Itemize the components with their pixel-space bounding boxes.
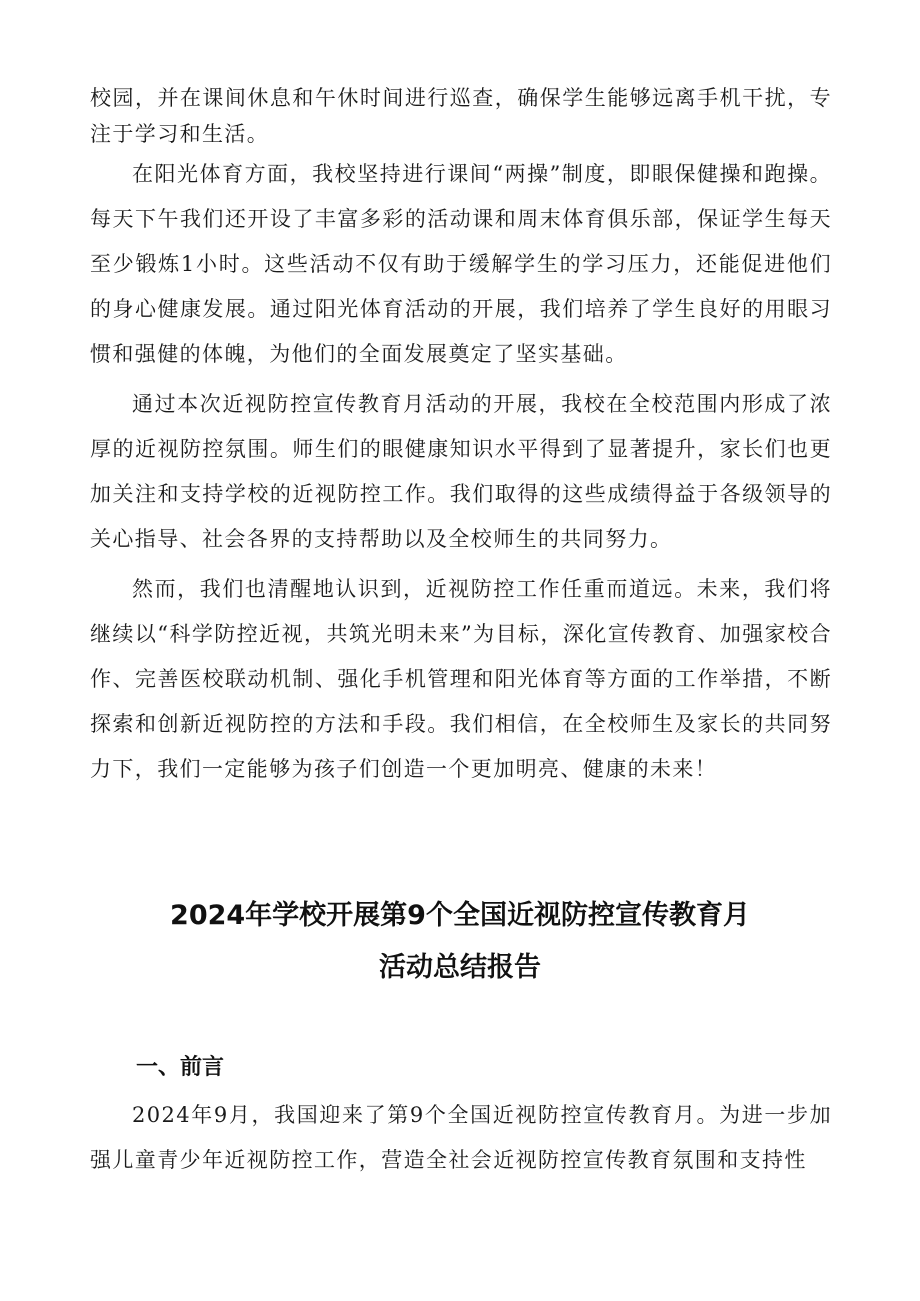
section-heading-preface: 一、前言 xyxy=(136,1055,225,1080)
report-title-line-2: 活动总结报告 xyxy=(379,952,541,983)
paragraph-activity-results: 通过本次近视防控宣传教育月活动的开展，我校在全校范围内形成了浓厚的近视防控氛围。师生们的眼健康知识水平得到了显著提升，家长们也更加关注和支持学校的近视防控工作。我们取得的这些成绩得益于各级领导的关心指导、社会各界的支持帮助以及全校师生的共同努力。 xyxy=(90,392,832,551)
paragraph-preface: 2024年9月，我国迎来了第9个全国近视防控宣传教育月。为进一步加强儿童青少年近视防控工作，营造全社会近视防控宣传教育氛围和支持性 xyxy=(90,1103,832,1172)
report-title-line-1: 2024年学校开展第9个全国近视防控宣传教育月 xyxy=(170,900,750,931)
paragraph-future-outlook: 然而，我们也清醒地认识到，近视防控工作任重而道远。未来，我们将继续以“科学防控近视，共筑光明未来”为目标，深化宣传教育、加强家校合作、完善医校联动机制、强化手机管理和阳光体育等方面的工作举措，不断探索和创新近视防控的方法和手段。我们相信，在全校师生及家长的共同努力下，我们一定能够为孩子们创造一个更加明亮、健康的未来！ xyxy=(90,577,832,781)
report-title xyxy=(60,890,860,994)
paragraph-sunshine-sports: 在阳光体育方面，我校坚持进行课间“两操”制度，即眼保健操和跑操。每天下午我们还开设了丰富多彩的活动课和周末体育俱乐部，保证学生每天至少锻炼1小时。这些活动不仅有助于缓解学生的学习压力，还能促进他们的身心健康发展。通过阳光体育活动的开展，我们培养了学生良好的用眼习惯和强健的体魄，为他们的全面发展奠定了坚实基础。 xyxy=(90,162,832,366)
paragraph-campus-patrol: 校园，并在课间休息和午休时间进行巡查，确保学生能够远离手机干扰，专注于学习和生活。 xyxy=(90,86,832,146)
